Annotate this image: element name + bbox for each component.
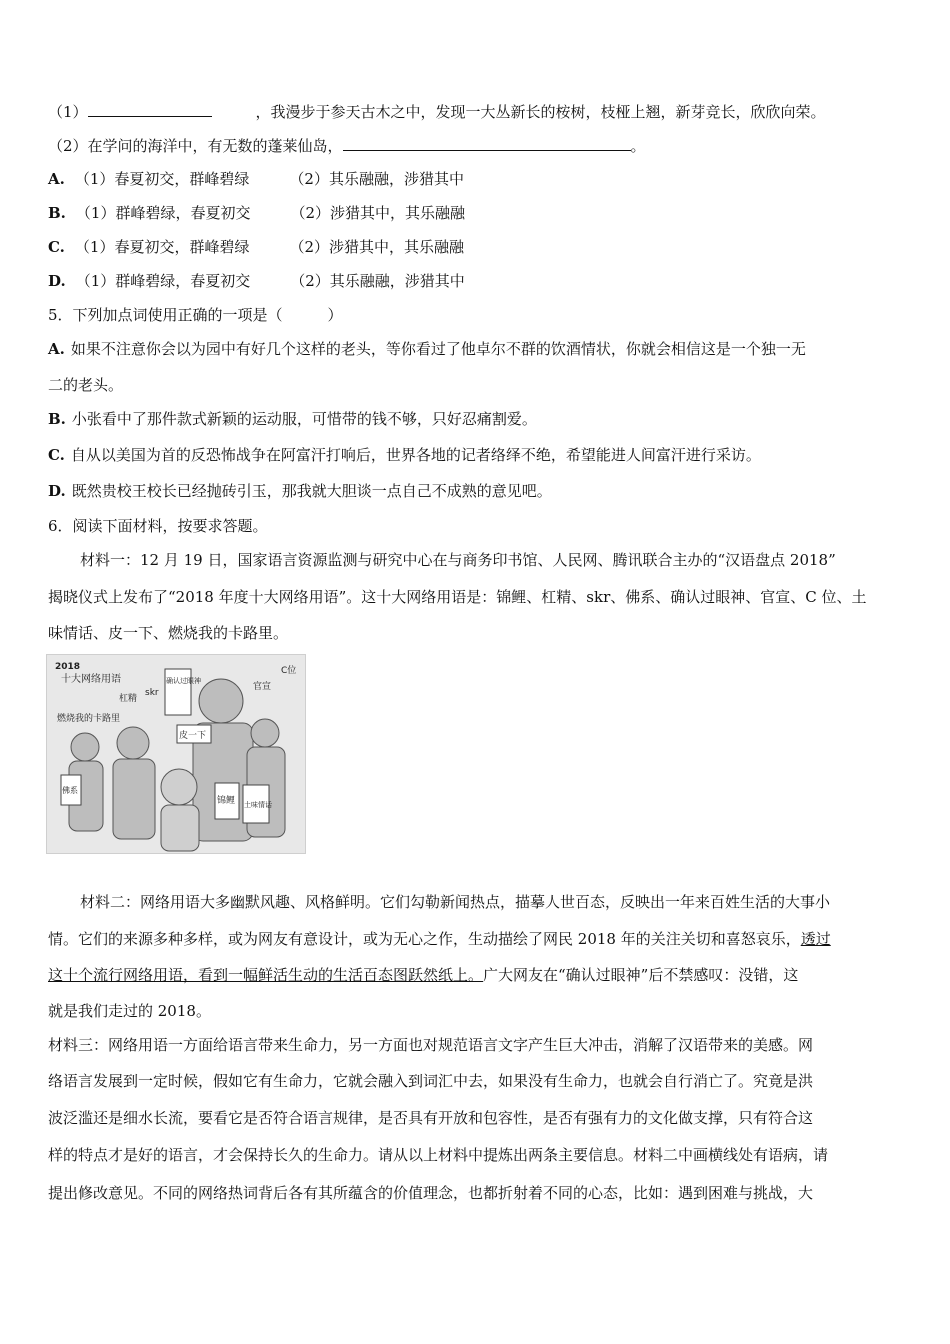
- label-skr: skr: [145, 688, 159, 698]
- material1-line1: 材料一：12 月 19 日，国家语言资源监测与研究中心在与商务印书馆、人民网、腾讯联合主办的“汉语盘点 2018”: [80, 551, 836, 569]
- material2-line3: [48, 964, 910, 986]
- option-part2: （2）涉猎其中，其乐融融: [290, 204, 465, 222]
- option-part2: （2）涉猎其中，其乐融融: [289, 238, 464, 256]
- q5-option-a[interactable]: [48, 338, 910, 360]
- option-letter: C.: [48, 446, 65, 464]
- label-piyixia: 皮一下: [179, 731, 207, 741]
- option-text: 既然贵校王校长已经抛砖引玉，那我就大胆谈一点自己不成熟的意见吧。: [71, 482, 552, 500]
- figure-year: 2018: [55, 662, 81, 672]
- material3-line3: 波泛滥还是细水长流，要看它是否符合语言规律，是否具有开放和包容性，是否有强有力的文化做支撑，只有符合这: [48, 1109, 814, 1127]
- material1-line2: 揭晓仪式上发布了“2018 年度十大网络用语”。这十大网络用语是：锦鲤、杠精、skr、佛系、确认过眼神、官宣、C 位、土: [48, 588, 867, 606]
- label-kaluli: 燃烧我的卡路里: [57, 714, 121, 724]
- option-part1: （1）春夏初交，群峰碧绿: [74, 238, 250, 256]
- option-part1: （1）群峰碧绿，春夏初交: [75, 272, 251, 290]
- material3-line5: 提出修改意见。不同的网络热词背后各有其所蕴含的价值理念，也都折射着不同的心态，比如：遇到困难与挑战，大: [48, 1184, 814, 1202]
- label-cwei: C位: [281, 666, 297, 676]
- q4-option-c[interactable]: [48, 236, 910, 258]
- label-queren: 确认过眼神: [166, 677, 201, 685]
- q5-option-b[interactable]: [48, 408, 910, 430]
- q4-option-a[interactable]: [48, 168, 910, 190]
- q4-blank1-line: [48, 101, 910, 123]
- material2-line4: 就是我们走过的 2018。: [48, 1002, 211, 1020]
- material2-line2: [48, 928, 910, 950]
- label-guanxuan: 官宣: [253, 682, 272, 692]
- q4-blank2-prefix: （2）在学问的海洋中，有无数的蓬莱仙岛，: [48, 137, 343, 155]
- q4-blank1-prefix: （1）: [48, 103, 88, 121]
- q4-blank2[interactable]: [343, 135, 631, 151]
- material2-line2-text: 情。它们的来源多种多样，或为网友有意设计，或为无心之作，生动描绘了网民 2018 年的关注关切和喜怒哀乐，: [48, 930, 801, 948]
- option-letter: D.: [48, 482, 66, 500]
- material3-line4: 样的特点才是好的语言，才会保持长久的生命力。请从以上材料中提炼出两条主要信息。材料二中画横线处有语病，请: [48, 1146, 829, 1164]
- option-letter: A.: [48, 170, 65, 188]
- q4-blank2-line: [48, 135, 910, 157]
- q5-option-a-cont: 二的老头。: [48, 376, 124, 394]
- option-letter: B.: [48, 410, 66, 428]
- q5-stem: 5．下列加点词使用正确的一项是（ ）: [48, 306, 343, 324]
- q4-blank1[interactable]: [88, 101, 212, 117]
- option-part2: （2）其乐融融，涉猎其中: [290, 272, 465, 290]
- material1-line3: 味情话、皮一下、燃烧我的卡路里。: [48, 624, 289, 642]
- material2-line3-text: 广大网友在“确认过眼神”后不禁感叹：没错，这: [483, 966, 799, 984]
- option-letter: D.: [48, 272, 66, 290]
- figure-title: 十大网络用语: [61, 674, 121, 685]
- q4-option-d[interactable]: [48, 270, 910, 292]
- q4-blank1-suffix: ，我漫步于参天古木之中，发现一大丛新长的桉树，枝桠上翘，新芽竞长，欣欣向荣。: [255, 103, 826, 121]
- label-foxi: 佛系: [62, 786, 78, 795]
- label-jinli: 锦鲤: [217, 796, 236, 806]
- option-part2: （2）其乐融融，涉猎其中: [289, 170, 464, 188]
- underlined-sentence-start: 透过: [800, 930, 831, 948]
- q6-stem: 6．阅读下面材料，按要求答题。: [48, 517, 268, 535]
- option-letter: B.: [48, 204, 66, 222]
- label-gangjing: 杠精: [119, 694, 138, 704]
- option-part1: （1）春夏初交，群峰碧绿: [74, 170, 250, 188]
- option-text: 小张看中了那件款式新颖的运动服，可惜带的钱不够，只好忍痛割爱。: [71, 410, 537, 428]
- underlined-sentence: 这十个流行网络用语，看到一幅鲜活生动的生活百态图跃然纸上。: [48, 966, 484, 984]
- material3-line2: 络语言发展到一定时候，假如它有生命力，它就会融入到词汇中去，如果没有生命力，也就会自行消亡了。究竟是洪: [48, 1072, 814, 1090]
- q5-option-d[interactable]: [48, 480, 910, 502]
- option-part1: （1）群峰碧绿，春夏初交: [75, 204, 251, 222]
- cartoon-figure: [46, 654, 306, 854]
- q4-blank2-suffix: 。: [630, 137, 646, 155]
- option-letter: C.: [48, 238, 65, 256]
- option-text: 如果不注意你会以为园中有好几个这样的老头，等你看过了他卓尔不群的饮酒情状，你就会相信这是一个独一无: [70, 340, 806, 358]
- material3-line1: 材料三：网络用语一方面给语言带来生命力，另一方面也对规范语言文字产生巨大冲击，消解了汉语带来的美感。网: [48, 1036, 814, 1054]
- q4-option-b[interactable]: [48, 202, 910, 224]
- option-letter: A.: [48, 340, 65, 358]
- option-text: 自从以美国为首的反恐怖战争在阿富汗打响后，世界各地的记者络绎不绝，希望能进人间富汗进行采访。: [70, 446, 761, 464]
- material2-line1: 材料二：网络用语大多幽默风趣、风格鲜明。它们勾勒新闻热点，描摹人世百态，反映出一年来百姓生活的大事小: [80, 893, 831, 911]
- label-tuwei: 土味情话: [244, 801, 272, 809]
- cartoon-illustration: [47, 655, 305, 853]
- q5-option-c[interactable]: [48, 444, 910, 466]
